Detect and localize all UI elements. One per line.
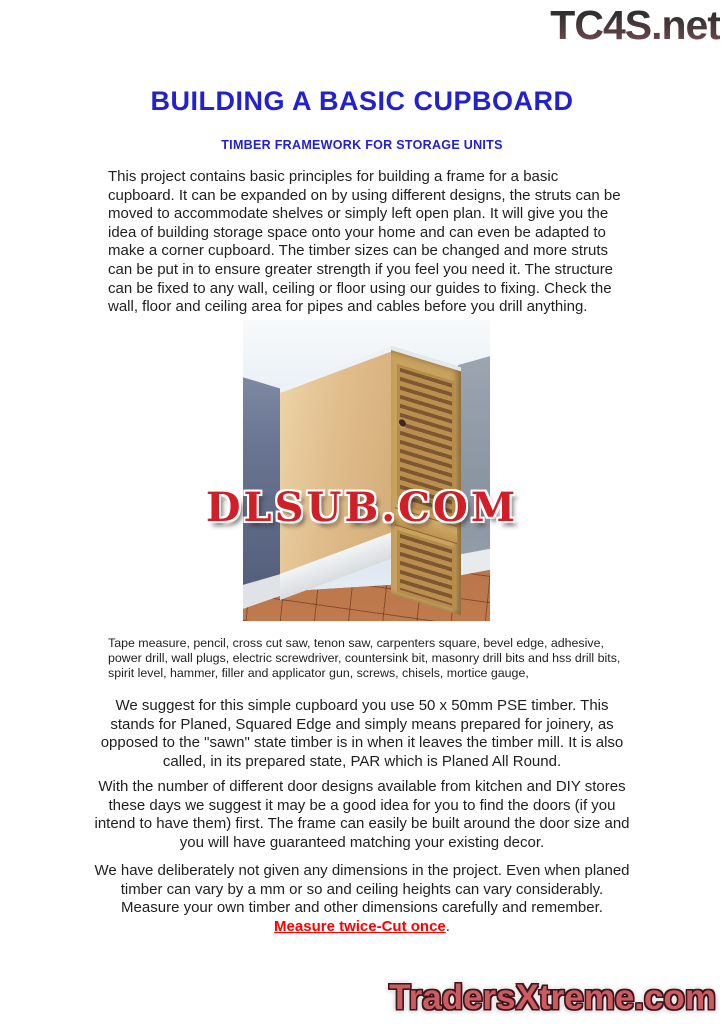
timber-paragraph: We suggest for this simple cupboard you use 50 x 50mm PSE timber. This stands for Planed, Squared Edge and simply means prepared for joinery, as opposed to the "sawn" state timber is in when it leaves the timber mill. It is also called, in its prepared state, PAR which is Planed All Round. [100,697,624,770]
tc4s-watermark: TC4S.net [550,2,720,48]
doors-paragraph: With the number of different door designs available from kitchen and DIY stores these days we suggest it may be a good idea for you to find the doors (if you intend to have them) first. The frame can easily be built around the door size and you will have guaranteed matching your existing decor. [94,778,630,851]
tradersxtreme-watermark: TradersXtreme.com [389,978,716,1017]
page-title: BUILDING A BASIC CUPBOARD [150,86,574,116]
intro-paragraph: This project contains basic principles for building a frame for a basic cupboard. It can be expanded on by using different designs, the struts can be moved to accommodate shelves or simply left open plan. It will give you the idea of building storage space onto your home and can even be adapted to make a corner cupboard. The timber sizes can be changed and more struts can be put in to ensure greater strength if you feel you need it. The structure can be fixed to any wall, ceiling or floor using our guides to fixing. Check the wall, floor and ceiling area for pipes and cables before you drill anything. [108,168,621,316]
dimensions-text: We have deliberately not given any dimensions in the project. Even when planed timber can vary by a mm or so and ceiling heights can vary considerably. Measure your own timber and other dimensions carefully and remember. [94,862,630,917]
dimensions-period: . [445,917,450,935]
photo-cupboard-side-panel [280,346,391,600]
page-subtitle: TIMBER FRAMEWORK FOR STORAGE UNITS [221,138,503,152]
photo-louver-door-lower [397,530,455,610]
photo-cupboard-front [391,346,461,615]
dimensions-paragraph [92,862,632,936]
tools-caption: Tape measure, pencil, cross cut saw, tenon saw, carpenters square, bevel edge, adhesive, power drill, wall plugs, electric screwdriver, countersink bit, masonry drill bits and hss drill bits, spirit level, hammer, filler and applicator gun, screws, chisels, mortice gauge, [108,636,621,680]
dlsub-watermark: DLSUB.COM [205,484,519,531]
cupboard-photo [243,320,490,621]
measure-twice-link[interactable]: Measure twice-Cut once [274,917,446,935]
